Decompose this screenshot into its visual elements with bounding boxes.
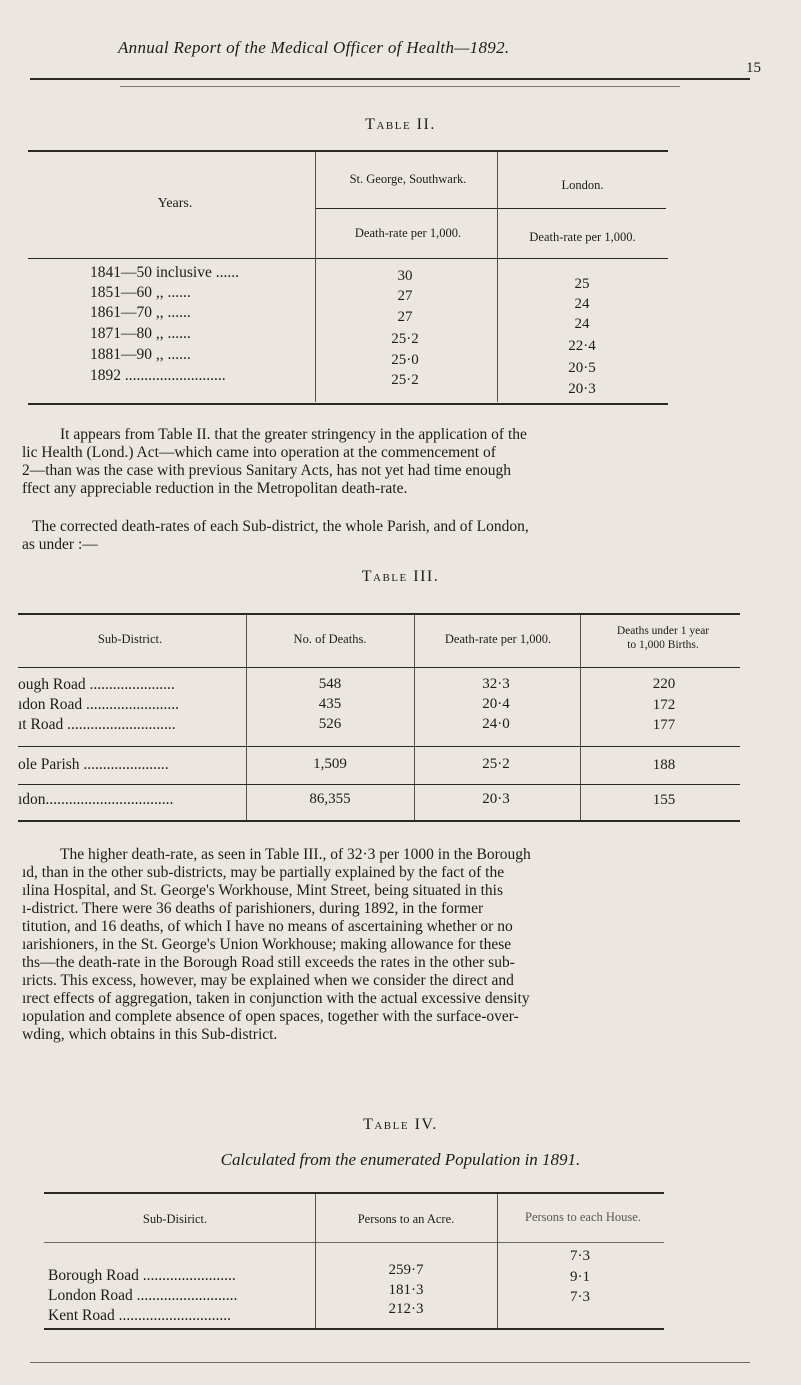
table2-stgeorge-rate: 25·2 xyxy=(391,331,419,347)
table2-years: 1851—60 ,, ...... xyxy=(90,284,191,301)
table3-deaths: 435 xyxy=(318,696,342,712)
table4-header-subdistrict: Sub-Disirict. xyxy=(142,1212,208,1226)
table2-subheader-london: Death-rate per 1,000. xyxy=(529,230,636,244)
paragraph-line: as under :— xyxy=(22,536,98,553)
table4-persons-per-acre: 212·3 xyxy=(388,1301,424,1317)
paragraph-line: The higher death-rate, as seen in Table III., of 32·3 per 1000 in the Borough xyxy=(60,846,531,863)
paragraph-line: ıricts. This excess, however, may be explained when we consider the direct and xyxy=(22,972,514,989)
paragraph-line: ıd, than in the other sub-districts, may be partially explained by the fact of the xyxy=(22,864,505,881)
table3-deaths: 86,355 xyxy=(309,791,351,807)
table4-persons-per-acre: 181·3 xyxy=(388,1282,424,1298)
table4-caption: Table IV. xyxy=(363,1116,438,1133)
table3-rate: 20·3 xyxy=(482,791,510,807)
table3-col-divider-1 xyxy=(246,615,247,820)
table2-london-rate: 20·5 xyxy=(568,360,596,376)
table2-london-rate: 25 xyxy=(574,276,590,292)
table4-subdistrict: Borough Road ........................ xyxy=(48,1267,236,1284)
table4-header-house: Persons to each House. xyxy=(525,1210,641,1224)
table2-london-rate: 24 xyxy=(574,296,590,312)
table4-subdistrict: London Road .......................... xyxy=(48,1287,238,1304)
table2-london-rate: 22·4 xyxy=(568,338,596,354)
table3-row-rule xyxy=(18,784,740,785)
table4-persons-per-house: 7·3 xyxy=(570,1248,590,1264)
table2-stgeorge-rate: 27 xyxy=(397,288,413,304)
header-rule-thin xyxy=(120,86,680,87)
page-number: 15 xyxy=(746,60,761,76)
paragraph-line: It appears from Table II. that the greater stringency in the application of the xyxy=(60,426,527,443)
paragraph-line: ffect any appreciable reduction in the Metropolitan death-rate. xyxy=(22,480,408,497)
table3-deaths: 526 xyxy=(318,716,342,732)
paragraph-line: ths—the death-rate in the Borough Road still exceeds the rates in the other sub- xyxy=(22,954,515,971)
table3-bottom-rule xyxy=(18,820,740,822)
table2-years: 1871—80 ,, ...... xyxy=(90,325,191,342)
table3-subdistrict: ough Road ...................... xyxy=(18,676,175,693)
table3-header-rate: Death-rate per 1,000. xyxy=(444,632,552,646)
paragraph-line: 2—than was the case with previous Sanitary Acts, has not yet had time enough xyxy=(22,462,512,479)
paragraph-line: lic Health (Lond.) Act—which came into operation at the commencement of xyxy=(22,444,496,461)
table2-header-split-rule xyxy=(316,208,666,209)
table3-col-divider-3 xyxy=(580,615,581,820)
table2-years: 1861—70 ,, ...... xyxy=(90,304,191,321)
paragraph-line: ı-district. There were 36 deaths of parishioners, during 1892, in the former xyxy=(22,900,484,917)
paragraph-higher-death-rate xyxy=(22,846,742,1044)
table2-top-rule xyxy=(28,150,668,152)
table2-london-rate: 20·3 xyxy=(568,381,596,397)
table4-persons-per-house: 9·1 xyxy=(570,1269,590,1285)
running-title: Annual Report of the Medical Officer of Health—1892. xyxy=(118,38,510,57)
table2-header-bottom-rule xyxy=(28,258,668,259)
table4-header-bottom-rule xyxy=(44,1242,664,1243)
table2-london-rate: 24 xyxy=(574,316,590,332)
table2-years: 1892 .......................... xyxy=(90,367,226,384)
paragraph-corrected-rates xyxy=(22,518,742,554)
table4-col-divider-2 xyxy=(497,1194,498,1330)
table3-subdistrict: ole Parish ...................... xyxy=(18,756,169,773)
table2-years: 1881—90 ,, ...... xyxy=(90,346,191,363)
table4-persons-per-acre: 259·7 xyxy=(388,1262,424,1278)
paragraph-line: wding, which obtains in this Sub-district. xyxy=(22,1026,278,1043)
table3-header-infant-line2: to 1,000 Births. xyxy=(627,639,699,651)
table3-rate: 24·0 xyxy=(482,716,510,732)
table4-bottom-rule xyxy=(44,1328,664,1330)
table3-subdistrict: ıt Road ............................ xyxy=(18,716,176,733)
table3-deaths: 1,509 xyxy=(313,756,347,772)
table3-header-infant-line1: Deaths under 1 year xyxy=(616,625,710,637)
table4-col-divider-1 xyxy=(315,1194,316,1330)
table3-row-rule xyxy=(18,746,740,747)
table3-infant: 172 xyxy=(652,697,676,713)
table4-subdistrict: Kent Road ............................. xyxy=(48,1307,231,1324)
table3-deaths: 548 xyxy=(318,676,342,692)
table2-bottom-rule xyxy=(28,403,668,405)
table2-header-london: London. xyxy=(561,178,604,192)
table3-col-divider-2 xyxy=(414,615,415,820)
paragraph-stringency xyxy=(22,426,742,498)
table3-caption: Table III. xyxy=(361,568,440,585)
table3-subdistrict: ıdon................................. xyxy=(18,791,174,808)
table2-subheader-stgeorge: Death-rate per 1,000. xyxy=(354,226,462,240)
paragraph-line: ıarishioners, in the St. George's Union Workhouse; making allowance for these xyxy=(22,936,512,953)
table3-infant: 155 xyxy=(652,792,676,808)
table2-stgeorge-rate: 25·2 xyxy=(391,372,419,388)
table3-rate: 32·3 xyxy=(482,676,510,692)
table3-header-bottom-rule xyxy=(18,667,740,668)
table4-header-acre: Persons to an Acre. xyxy=(357,1212,455,1226)
paragraph-line: ıopulation and complete absence of open spaces, together with the surface-over- xyxy=(22,1008,519,1025)
table2-col-divider-2 xyxy=(497,152,498,402)
table3-infant: 220 xyxy=(652,676,676,692)
table2-years: 1841—50 inclusive ...... xyxy=(90,264,239,281)
table2-stgeorge-rate: 30 xyxy=(397,268,413,284)
table2-stgeorge-rate: 25·0 xyxy=(391,352,419,368)
table3-top-rule xyxy=(18,613,740,615)
paragraph-line: ırect effects of aggregation, taken in conjunction with the actual excessive density xyxy=(22,990,530,1007)
table2-col-divider-1 xyxy=(315,152,316,402)
header-rule xyxy=(30,78,750,80)
footer-rule xyxy=(30,1362,750,1363)
table4-persons-per-house: 7·3 xyxy=(570,1289,590,1305)
paragraph-line: ılina Hospital, and St. George's Workhouse, Mint Street, being situated in this xyxy=(22,882,503,899)
table3-rate: 25·2 xyxy=(482,756,510,772)
table2-stgeorge-rate: 27 xyxy=(397,309,413,325)
table2-header-stgeorge: St. George, Southwark. xyxy=(349,172,467,186)
table3-infant: 177 xyxy=(652,717,676,733)
table3-rate: 20·4 xyxy=(482,696,510,712)
table2-header-years: Years. xyxy=(157,196,193,211)
table4-subcaption: Calculated from the enumerated Population in 1891. xyxy=(220,1150,581,1169)
paragraph-line: titution, and 16 deaths, of which I have no means of ascertaining whether or no xyxy=(22,918,513,935)
table2-caption: Table II. xyxy=(365,116,436,133)
table3-subdistrict: ıdon Road ........................ xyxy=(18,696,180,713)
table3-header-subdistrict: Sub-District. xyxy=(97,632,163,646)
table3-infant: 188 xyxy=(652,757,676,773)
paragraph-line: The corrected death-rates of each Sub-district, the whole Parish, and of London, xyxy=(32,518,529,535)
table4-top-rule xyxy=(44,1192,664,1194)
table3-header-deaths: No. of Deaths. xyxy=(293,632,367,646)
